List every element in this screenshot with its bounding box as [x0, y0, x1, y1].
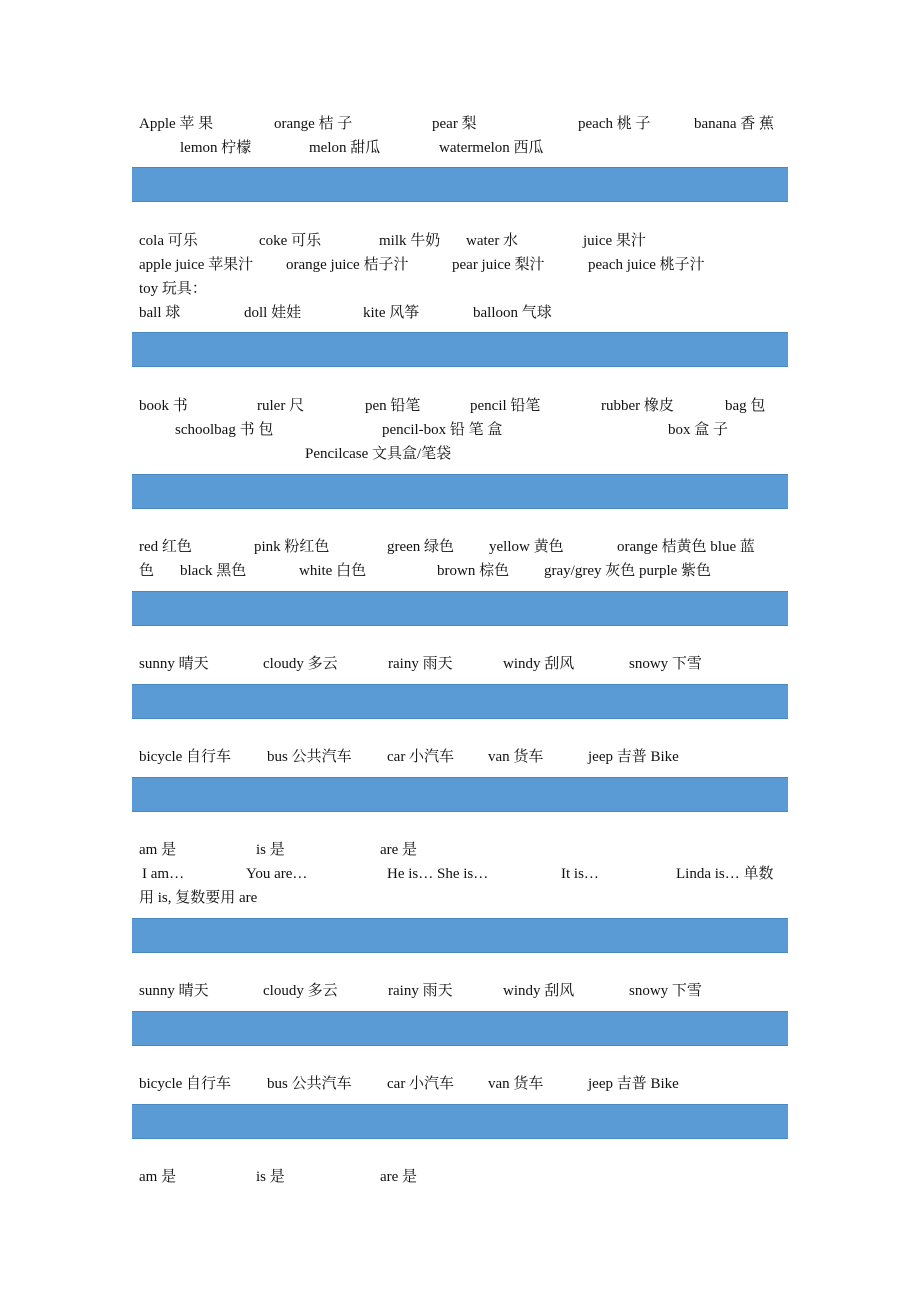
section-divider — [132, 918, 788, 953]
vocab-entry: red 红色 — [139, 539, 192, 555]
vocab-entry: sunny 晴天 — [139, 983, 209, 999]
vocab-line — [139, 1073, 781, 1095]
vocab-entry: water 水 — [466, 233, 519, 249]
vocab-entry: pencil-box 铅 笔 盒 — [382, 422, 503, 438]
vocab-entry: banana 香 蕉 — [694, 116, 774, 132]
vocab-entry: bus 公共汽车 — [267, 1076, 352, 1092]
vocab-entry: rubber 橡皮 — [601, 398, 674, 414]
section-divider — [132, 1104, 788, 1139]
vocab-line — [139, 230, 781, 252]
vocab-entry: apple juice 苹果汁 — [139, 257, 254, 273]
vocab-entry: snowy 下雪 — [629, 656, 702, 672]
vocab-entry: snowy 下雪 — [629, 983, 702, 999]
vocab-entry: bicycle 自行车 — [139, 749, 232, 765]
vocab-entry: I am… — [142, 866, 185, 882]
vocab-entry: orange 桔黄色 blue 蓝 — [617, 539, 755, 555]
vocab-entry: box 盒 子 — [668, 422, 729, 438]
vocab-entry: Pencilcase 文具盒/笔袋 — [305, 446, 452, 462]
vocab-line — [139, 137, 781, 159]
vocab-entry: orange juice 桔子汁 — [286, 257, 409, 273]
vocab-entry: schoolbag 书 包 — [175, 422, 274, 438]
vocab-entry: cloudy 多云 — [263, 983, 338, 999]
vocab-entry: are 是 — [380, 1169, 418, 1185]
vocab-entry: bag 包 — [725, 398, 766, 414]
vocab-entry: Apple 苹 果 — [139, 116, 214, 132]
vocab-line — [139, 443, 781, 465]
vocab-line — [139, 887, 781, 909]
vocab-line — [139, 746, 781, 768]
vocab-entry: He is… She is… — [387, 866, 489, 882]
vocab-entry: yellow 黄色 — [489, 539, 564, 555]
vocab-entry: white 白色 — [299, 563, 367, 579]
section-divider — [132, 332, 788, 367]
vocab-entry: am 是 — [139, 842, 177, 858]
vocab-line — [139, 302, 781, 324]
vocab-line — [139, 419, 781, 441]
vocab-entry: jeep 吉普 Bike — [588, 1076, 679, 1092]
vocab-entry: doll 娃娃 — [244, 305, 302, 321]
vocab-line — [139, 560, 781, 582]
vocab-line — [139, 395, 781, 417]
vocab-entry: van 货车 — [488, 1076, 544, 1092]
vocab-entry: pen 铅笔 — [365, 398, 421, 414]
vocab-entry: ball 球 — [139, 305, 181, 321]
section-divider — [132, 777, 788, 812]
vocab-entry: green 绿色 — [387, 539, 455, 555]
vocab-line — [139, 839, 781, 861]
vocab-line — [139, 278, 781, 300]
vocab-entry: black 黑色 — [180, 563, 247, 579]
vocab-entry: van 货车 — [488, 749, 544, 765]
section-divider — [132, 474, 788, 509]
vocab-entry: is 是 — [256, 842, 285, 858]
vocab-entry: milk 牛奶 — [379, 233, 441, 249]
section-divider — [132, 591, 788, 626]
vocab-entry: sunny 晴天 — [139, 656, 209, 672]
vocab-entry: book 书 — [139, 398, 188, 414]
section-divider — [132, 1011, 788, 1046]
vocab-entry: Linda is… 单数 — [676, 866, 774, 882]
vocab-entry: are 是 — [380, 842, 418, 858]
vocab-entry: 用 is, 复数要用 are — [139, 890, 258, 906]
vocab-entry: toy 玩具： — [139, 281, 207, 297]
vocab-entry: melon 甜瓜 — [309, 140, 381, 156]
vocab-entry: cloudy 多云 — [263, 656, 338, 672]
vocab-entry: orange 桔 子 — [274, 116, 353, 132]
vocab-entry: brown 棕色 — [437, 563, 510, 579]
vocab-line — [139, 863, 781, 885]
vocab-entry: pear 梨 — [432, 116, 477, 132]
vocab-entry: car 小汽车 — [387, 1076, 455, 1092]
vocab-entry: peach 桃 子 — [578, 116, 651, 132]
vocab-entry: cola 可乐 — [139, 233, 198, 249]
vocab-entry: windy 刮风 — [503, 983, 575, 999]
vocab-entry: bus 公共汽车 — [267, 749, 352, 765]
vocab-entry: bicycle 自行车 — [139, 1076, 232, 1092]
vocab-entry: You are… — [246, 866, 308, 882]
vocab-entry: gray/grey 灰色 purple 紫色 — [544, 563, 712, 579]
section-divider — [132, 167, 788, 202]
vocab-entry: peach juice 桃子汁 — [588, 257, 705, 273]
vocab-entry: pear juice 梨汁 — [452, 257, 545, 273]
vocab-entry: ruler 尺 — [257, 398, 305, 414]
vocab-entry: lemon 柠檬 — [180, 140, 252, 156]
vocab-entry: car 小汽车 — [387, 749, 455, 765]
vocab-entry: windy 刮风 — [503, 656, 575, 672]
vocab-entry: kite 风筝 — [363, 305, 420, 321]
vocab-entry: is 是 — [256, 1169, 285, 1185]
vocab-entry: balloon 气球 — [473, 305, 552, 321]
vocab-entry: It is… — [561, 866, 599, 882]
vocab-entry: juice 果汁 — [583, 233, 646, 249]
vocab-entry: 色 — [139, 563, 155, 579]
vocab-entry: rainy 雨天 — [388, 983, 453, 999]
vocab-line — [139, 1166, 781, 1188]
vocab-entry: coke 可乐 — [259, 233, 322, 249]
vocab-entry: pink 粉红色 — [254, 539, 330, 555]
vocab-line — [139, 653, 781, 675]
vocab-entry: pencil 铅笔 — [470, 398, 541, 414]
vocab-line — [139, 980, 781, 1002]
section-divider — [132, 684, 788, 719]
vocab-line — [139, 113, 781, 135]
vocab-entry: jeep 吉普 Bike — [588, 749, 679, 765]
vocab-line — [139, 254, 781, 276]
vocab-entry: rainy 雨天 — [388, 656, 453, 672]
vocab-line — [139, 536, 781, 558]
vocab-entry: watermelon 西瓜 — [439, 140, 544, 156]
vocab-entry: am 是 — [139, 1169, 177, 1185]
